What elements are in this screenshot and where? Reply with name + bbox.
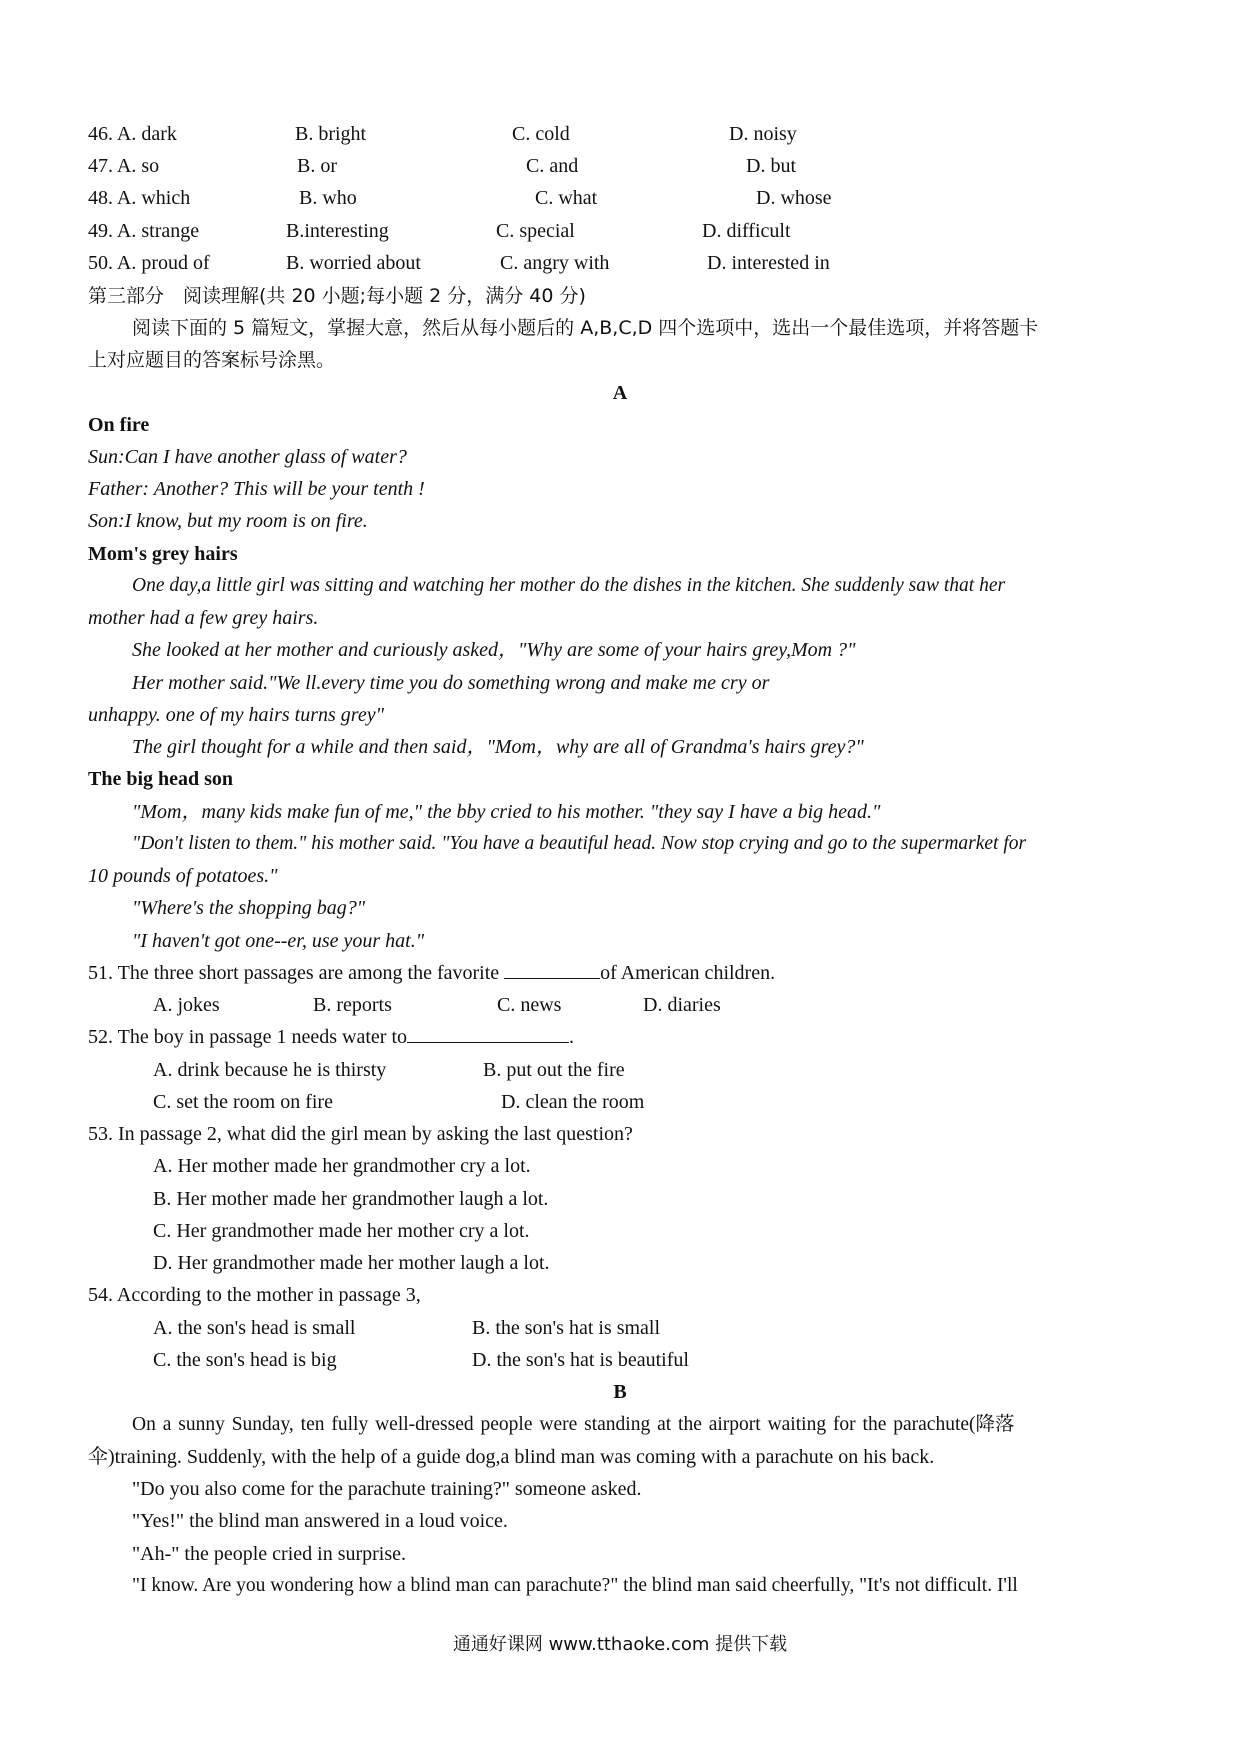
passage2-line: mother had a few grey hairs. bbox=[88, 607, 319, 629]
option-b: B. or bbox=[297, 155, 337, 177]
question-54: 54. According to the mother in passage 3, bbox=[88, 1284, 421, 1306]
option-d: D. whose bbox=[756, 187, 832, 209]
answer-blank bbox=[407, 1022, 569, 1043]
option-a: 47. A. so bbox=[88, 155, 160, 177]
passage1-title: On fire bbox=[88, 414, 150, 436]
option-a: 46. A. dark bbox=[88, 123, 177, 145]
option-a: 48. A. which bbox=[88, 187, 191, 209]
passage1-line: Son:I know, but my room is on fire. bbox=[88, 510, 368, 532]
page-footer: 通通好课网 www.tthaoke.com 提供下载 bbox=[452, 1634, 788, 1655]
option-b: B. worried about bbox=[286, 252, 421, 274]
passage3-line: "Don't listen to them." his mother said. "You have a beautiful head. Now stop crying and go to the supermarket for bbox=[132, 833, 1027, 854]
q51-option-a: A. jokes bbox=[153, 994, 220, 1016]
q51-option-c: C. news bbox=[497, 994, 562, 1016]
passage-b-line: On a sunny Sunday, ten fully well-dressed people were standing at the airport waiting for the parachute(降落 bbox=[132, 1414, 1015, 1435]
answer-blank bbox=[504, 958, 600, 979]
option-c: C. what bbox=[535, 187, 598, 209]
q54-option-b: B. the son's hat is small bbox=[472, 1317, 661, 1339]
option-b: B.interesting bbox=[286, 220, 389, 242]
q54-option-a: A. the son's head is small bbox=[153, 1317, 356, 1339]
passage-b-line: "Yes!" the blind man answered in a loud voice. bbox=[132, 1510, 508, 1532]
q53-option-a: A. Her mother made her grandmother cry a lot. bbox=[153, 1155, 531, 1177]
q52-option-a: A. drink because he is thirsty bbox=[153, 1059, 387, 1081]
option-d: D. but bbox=[746, 155, 796, 177]
option-d: D. noisy bbox=[729, 123, 797, 145]
q54-option-d: D. the son's hat is beautiful bbox=[472, 1349, 689, 1371]
question-52: 52. The boy in passage 1 needs water to . bbox=[88, 1022, 574, 1052]
passage2-title: Mom's grey hairs bbox=[88, 543, 238, 565]
option-d: D. interested in bbox=[707, 252, 830, 274]
option-a: 50. A. proud of bbox=[88, 252, 210, 274]
passage2-line: One day,a little girl was sitting and watching her mother do the dishes in the kitchen. She suddenly saw that her bbox=[132, 575, 1006, 596]
option-c: C. special bbox=[496, 220, 575, 242]
q53-option-d: D. Her grandmother made her mother laugh a lot. bbox=[153, 1252, 550, 1274]
q51-option-d: D. diaries bbox=[643, 994, 721, 1016]
option-b: B. who bbox=[299, 187, 357, 209]
option-b: B. bright bbox=[295, 123, 367, 145]
option-c: C. angry with bbox=[500, 252, 610, 274]
passage3-title: The big head son bbox=[88, 768, 234, 790]
question-51: 51. The three short passages are among the favorite of American children. bbox=[88, 958, 775, 988]
q53-option-b: B. Her mother made her grandmother laugh a lot. bbox=[153, 1188, 549, 1210]
passage3-line: "I haven't got one--er, use your hat." bbox=[132, 930, 425, 952]
part3-instruction-line1: 阅读下面的 5 篇短文，掌握大意，然后从每小题后的 A,B,C,D 四个选项中，选出一个最佳选项，并将答题卡 bbox=[132, 317, 1039, 339]
part3-instruction-line2: 上对应题目的答案标号涂黑。 bbox=[88, 349, 336, 371]
section-a-label: A bbox=[612, 382, 628, 404]
q51-option-b: B. reports bbox=[313, 994, 392, 1016]
passage2-line: The girl thought for a while and then said，"Mom，why are all of Grandma's hairs grey?" bbox=[132, 736, 864, 758]
option-a: 49. A. strange bbox=[88, 220, 200, 242]
option-c: C. and bbox=[526, 155, 579, 177]
passage3-line: "Where's the shopping bag?" bbox=[132, 897, 366, 919]
passage3-line: "Mom，many kids make fun of me," the bby cried to his mother. "they say I have a big head." bbox=[132, 801, 881, 823]
passage-b-line: "Do you also come for the parachute training?" someone asked. bbox=[132, 1478, 642, 1500]
q52-option-c: C. set the room on fire bbox=[153, 1091, 333, 1113]
passage2-line: unhappy. one of my hairs turns grey" bbox=[88, 704, 384, 726]
question-53: 53. In passage 2, what did the girl mean by asking the last question? bbox=[88, 1123, 633, 1145]
passage1-line: Sun:Can I have another glass of water? bbox=[88, 446, 407, 468]
passage2-line: Her mother said."We ll.every time you do something wrong and make me cry or bbox=[132, 672, 770, 694]
q52-option-d: D. clean the room bbox=[501, 1091, 645, 1113]
q54-option-c: C. the son's head is big bbox=[153, 1349, 337, 1371]
passage3-line: 10 pounds of potatoes." bbox=[88, 865, 278, 887]
q52-option-b: B. put out the fire bbox=[483, 1059, 625, 1081]
part3-heading: 第三部分 阅读理解(共 20 小题;每小题 2 分，满分 40 分) bbox=[88, 285, 586, 307]
passage2-line: She looked at her mother and curiously asked，"Why are some of your hairs grey,Mom ?" bbox=[132, 639, 856, 661]
option-d: D. difficult bbox=[702, 220, 791, 242]
section-b-label: B bbox=[613, 1381, 627, 1403]
q53-option-c: C. Her grandmother made her mother cry a lot. bbox=[153, 1220, 530, 1242]
passage-b-line: 伞)training. Suddenly, with the help of a guide dog,a blind man was coming with a parachute on his back. bbox=[88, 1446, 935, 1468]
passage-b-line: "Ah-" the people cried in surprise. bbox=[132, 1543, 407, 1565]
passage1-line: Father: Another? This will be your tenth ! bbox=[88, 478, 425, 500]
option-c: C. cold bbox=[512, 123, 570, 145]
passage-b-line: "I know. Are you wondering how a blind man can parachute?" the blind man said cheerfully, "It's not difficult. I'll bbox=[132, 1575, 1018, 1596]
